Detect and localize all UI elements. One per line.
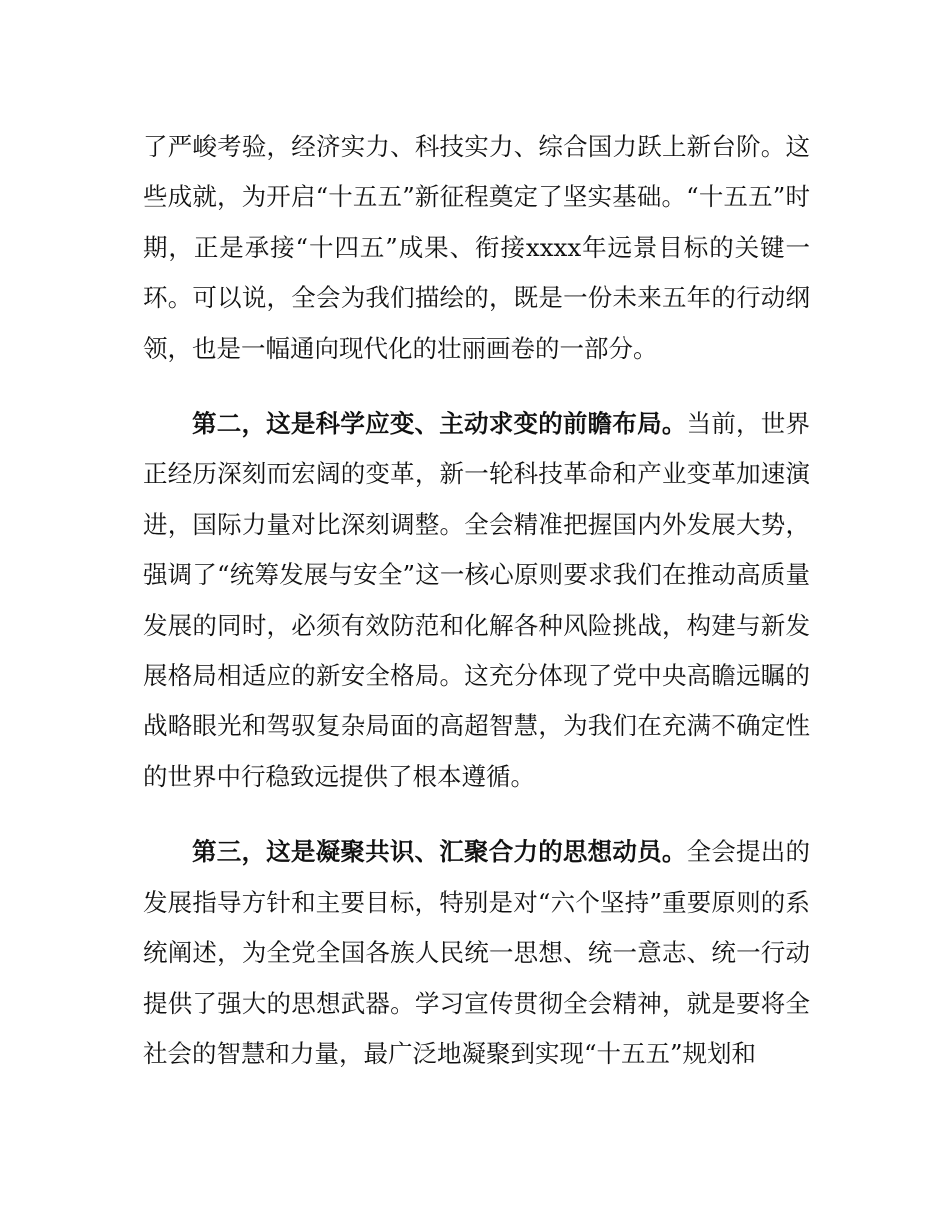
paragraph-continuation: [143, 122, 810, 374]
paragraph-second-point: [143, 399, 810, 802]
paragraph-lead-heading: 第三，这是凝聚共识、汇聚合力的思想动员。: [192, 837, 687, 867]
paragraph-body: 全会提出的发展指导方针和主要目标，特别是对“六个坚持”重要原则的系统阐述，为全党全国各族人民统一思想、统一意志、统一行动提供了强大的思想武器。学习宣传贯彻全会精神，就是要将全社会的智慧和力量，最广泛地凝聚到实现“十五五”规划和: [143, 837, 811, 1068]
paragraph-lead-heading: 第二，这是科学应变、主动求变的前瞻布局。: [192, 409, 687, 439]
paragraph-third-point: [143, 827, 810, 1079]
paragraph-body: 当前，世界正经历深刻而宏阔的变革，新一轮科技革命和产业变革加速演进，国际力量对比深刻调整。全会精准把握国内外发展大势，强调了“统筹发展与安全”这一核心原则要求我们在推动高质量发展的同时，必须有效防范和化解各种风险挑战，构建与新发展格局相适应的新安全格局。这充分体现了党中央高瞻远瞩的战略眼光和驾驭复杂局面的高超智慧，为我们在充满不确定性的世界中行稳致远提供了根本遵循。: [143, 409, 811, 791]
paragraph-body: 了严峻考验，经济实力、科技实力、综合国力跃上新台阶。这些成就，为开启“十五五”新征程奠定了坚实基础。“十五五”时期，正是承接“十四五”成果、衔接xxxx年远景目标的关键一环。可以说，全会为我们描绘的，既是一份未来五年的行动纲领，也是一幅通向现代化的壮丽画卷的一部分。: [143, 132, 810, 363]
document-body: [143, 122, 810, 1079]
